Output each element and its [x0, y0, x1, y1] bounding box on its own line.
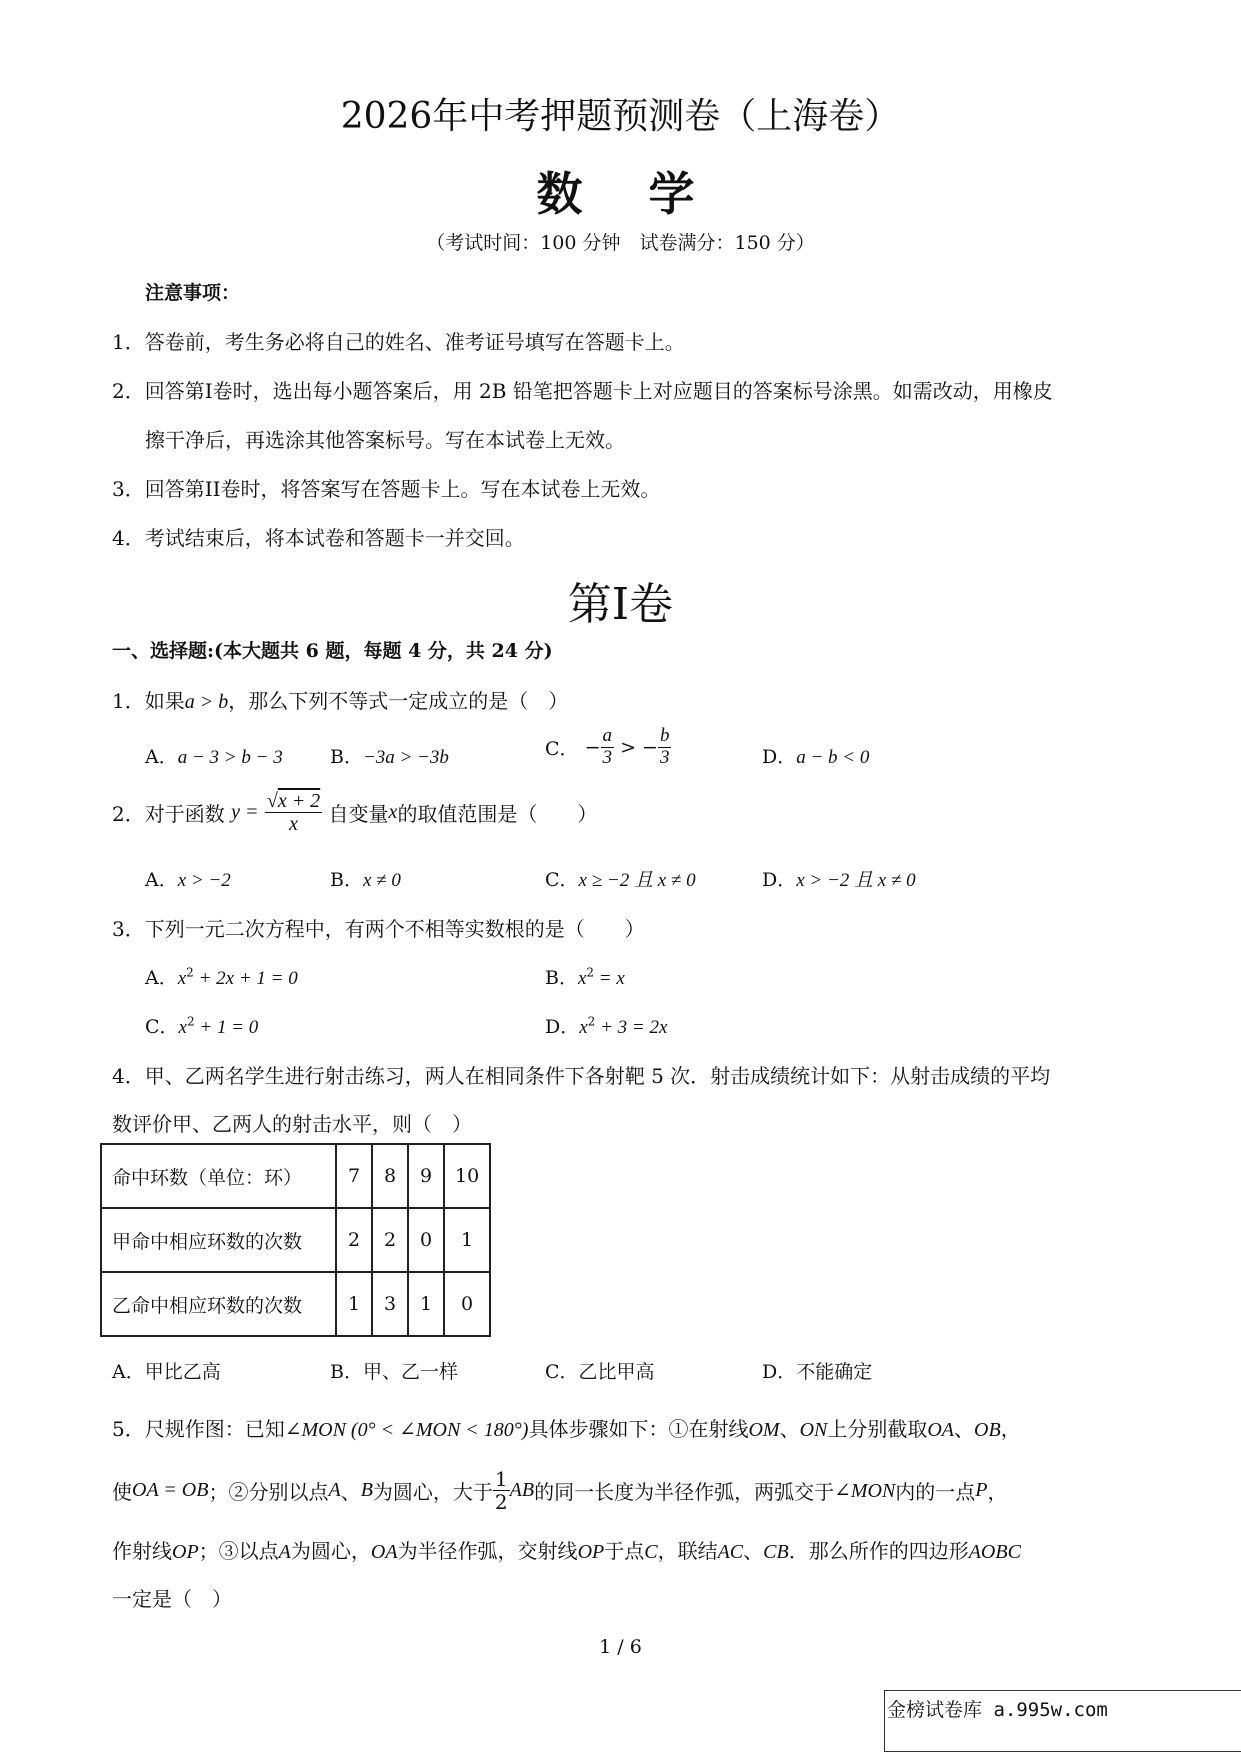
- table-cell: 甲命中相应环数的次数: [101, 1208, 336, 1272]
- question-3-stem: 3．下列一元二次方程中，有两个不相等实数根的是（ ）: [112, 917, 645, 941]
- table-cell: 2: [372, 1208, 408, 1272]
- table-row: [101, 1144, 490, 1208]
- question-1-option-b: B．−3a > −3b: [330, 746, 449, 768]
- notes-heading: 注意事项：: [145, 282, 241, 304]
- question-5-line3: 作射线OP；③以点A为圆心，OA为半径作弧，交射线OP于点C，联结AC、CB．那么所作的四边形AOBC: [112, 1539, 1021, 1563]
- exam-title: 2026年中考押题预测卷（上海卷）: [340, 96, 901, 137]
- table-cell: 8: [372, 1144, 408, 1208]
- note-item: 3．回答第II卷时，将答案写在答题卡上。写在本试卷上无效。: [112, 477, 661, 501]
- subject-title: 数 学: [536, 167, 705, 221]
- question-1-option-c: C． − $\frac{a}{3}$ > − $\frac{b}{3}$: [545, 725, 670, 768]
- table-row: [101, 1272, 490, 1336]
- question-4-option-a: A．甲比乙高: [112, 1361, 221, 1383]
- table-cell: 2: [336, 1208, 372, 1272]
- table-cell: 乙命中相应环数的次数: [101, 1272, 336, 1336]
- question-4-stem-line1: 4．甲、乙两名学生进行射击练习，两人在相同条件下各射靶 5 次．射击成绩统计如下：从射击成绩的平均: [112, 1064, 1051, 1088]
- question-1-stem: 1．如果a > b，那么下列不等式一定成立的是（ ）: [112, 689, 569, 713]
- note-item: 2．回答第I卷时，选出每小题答案后，用 2B 铅笔把答题卡上对应题目的答案标号涂黑。如需改动，用橡皮: [112, 379, 1053, 403]
- question-3-option-a: A．$x^2 + 2x + 1 = 0$: [145, 965, 298, 989]
- question-2-option-b: B．x ≠ 0: [330, 869, 401, 891]
- section-title: 第I卷: [567, 579, 674, 630]
- question-3-option-c: C．$x^2 + 1 = 0$: [145, 1014, 259, 1038]
- question-4-option-b: B．甲、乙一样: [330, 1361, 458, 1383]
- question-4-option-d: D．不能确定: [762, 1361, 873, 1383]
- table-cell: 10: [444, 1144, 490, 1208]
- question-4-stem-line2: 数评价甲、乙两人的射击水平，则（ ）: [112, 1112, 472, 1136]
- question-4-option-c: C．乙比甲高: [545, 1361, 655, 1383]
- question-1-option-d: D．a − b < 0: [762, 746, 870, 768]
- table-cell: 0: [444, 1272, 490, 1336]
- question-5-line1: 5．尺规作图：已知∠MON (0° < ∠MON < 180°)具体步骤如下：①在射线OM、ON上分别截取OA、OB，: [112, 1417, 1021, 1441]
- watermark-box: [884, 1690, 1241, 1752]
- score-table: [100, 1143, 491, 1337]
- table-cell: 1: [408, 1272, 444, 1336]
- note-item-continued: 擦干净后，再选涂其他答案标号。写在本试卷上无效。: [145, 428, 625, 452]
- table-cell: 命中环数（单位：环）: [101, 1144, 336, 1208]
- table-cell: 1: [336, 1272, 372, 1336]
- table-cell: 1: [444, 1208, 490, 1272]
- table-cell: 3: [372, 1272, 408, 1336]
- watermark-text: 金榜试卷库 a.995w.com: [887, 1699, 1108, 1721]
- question-2-option-a: A．x > −2: [145, 869, 231, 891]
- question-2-stem: 2．对于函数 y = $\frac{√x + 2}{x}$ 自变量x的取值范围是（ ）: [112, 790, 598, 835]
- question-3-option-d: D．$x^2 + 3 = 2x$: [545, 1014, 668, 1038]
- question-2-option-d: D．x > −2 且 x ≠ 0: [762, 869, 916, 891]
- question-5-line2: 使OA = OB；②分别以点A、B为圆心，大于 $\frac{1}{2}$ AB的同一长度为半径作弧，两弧交于∠MON内的一点P，: [112, 1467, 1008, 1514]
- table-cell: 0: [408, 1208, 444, 1272]
- note-item: 4．考试结束后，将本试卷和答题卡一并交回。: [112, 526, 525, 550]
- question-1-option-a: A．a − 3 > b − 3: [145, 746, 283, 768]
- page-number: 1 / 6: [599, 1636, 642, 1658]
- question-2-option-c: C．x ≥ −2 且 x ≠ 0: [545, 869, 696, 891]
- exam-info: （考试时间：100 分钟 试卷满分：150 分）: [426, 232, 815, 254]
- table-cell: 9: [408, 1144, 444, 1208]
- part-heading: 一、选择题:(本大题共 6 题，每题 4 分，共 24 分): [112, 640, 553, 662]
- note-item: 1．答卷前，考生务必将自己的姓名、准考证号填写在答题卡上。: [112, 330, 685, 354]
- question-5-line4: 一定是（ ）: [112, 1587, 232, 1611]
- table-row: [101, 1208, 490, 1272]
- table-cell: 7: [336, 1144, 372, 1208]
- question-3-option-b: B．$x^2 = x$: [545, 965, 625, 989]
